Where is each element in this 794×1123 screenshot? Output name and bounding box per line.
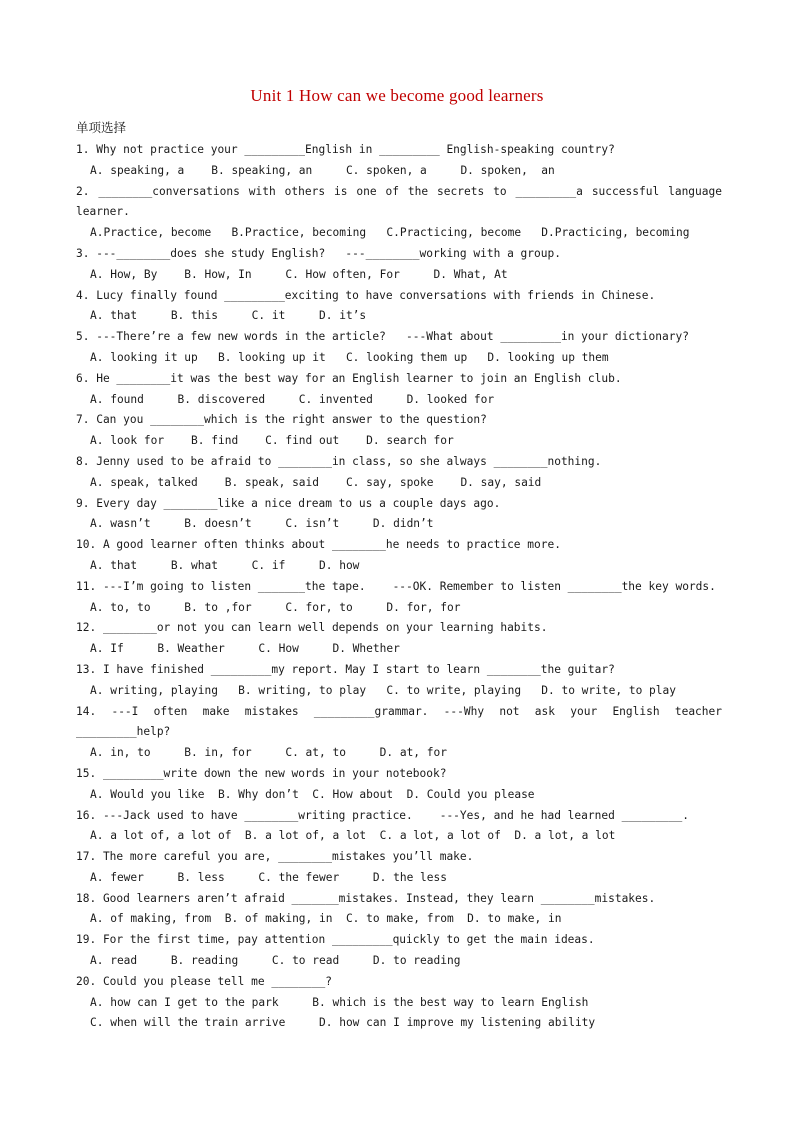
section-heading: 单项选择	[76, 120, 127, 135]
question-text: 4. Lucy finally found _________exciting to have conversations with friends in Chinese.	[76, 288, 656, 302]
question-text: 7. Can you ________which is the right answer to the question?	[76, 413, 487, 427]
answer-options: A. of making, from B. of making, in C. to make, from D. to make, in	[90, 912, 562, 926]
question-text: 15. _________write down the new words in your notebook?	[76, 766, 447, 780]
answer-options: A. Would you like B. Why don’t C. How about D. Could you please	[90, 787, 535, 801]
answer-options: A. fewer B. less C. the fewer D. the less	[90, 870, 447, 884]
answer-options: A. wasn’t B. doesn’t C. isn’t D. didn’t	[90, 517, 434, 531]
question-text: learner.	[76, 205, 130, 219]
question-text: 1. Why not practice your _________English in _________ English-speaking country?	[76, 143, 615, 156]
answer-options: A. If B. Weather C. How D. Whether	[90, 642, 400, 656]
answer-options: A. looking it up B. looking up it C. looking them up D. looking up them	[90, 350, 609, 364]
question-text: 6. He ________it was the best way for an English learner to join an English club.	[76, 371, 622, 385]
answer-options: A. to, to B. to ,for C. for, to D. for, for	[90, 600, 461, 614]
answer-options: A. look for B. find C. find out D. search for	[90, 434, 454, 448]
question-text: _________help?	[76, 725, 171, 739]
answer-options: C. when will the train arrive D. how can I improve my listening ability	[90, 1016, 596, 1030]
question-text: 8. Jenny used to be afraid to ________in class, so she always ________nothing.	[76, 454, 602, 468]
answer-options: A. read B. reading C. to read D. to reading	[90, 954, 461, 968]
question-text: 9. Every day ________like a nice dream to us a couple days ago.	[76, 496, 501, 510]
question-text: 18. Good learners aren’t afraid _______mistakes. Instead, they learn ________mistakes.	[76, 891, 656, 905]
question-text: 19. For the first time, pay attention _________quickly to get the main ideas.	[76, 933, 595, 947]
answer-options: A. How, By B. How, In C. How often, For D. What, At	[90, 267, 508, 281]
answer-options: A. found B. discovered C. invented D. looked for	[90, 392, 495, 406]
question-text: 2. ________conversations with others is one of the secrets to _________a successful language	[76, 184, 722, 198]
question-text: 16. ---Jack used to have ________writing practice. ---Yes, and he had learned _________.	[76, 808, 689, 822]
question-text: 17. The more careful you are, ________mistakes you’ll make.	[76, 850, 474, 864]
answer-options: A. in, to B. in, for C. at, to D. at, for	[90, 746, 447, 760]
question-text: 14. ---I often make mistakes _________grammar. ---Why not ask your English teacher	[76, 704, 722, 718]
question-list	[76, 140, 722, 1034]
answer-options: A. speaking, a B. speaking, an C. spoken, a D. spoken, an	[90, 163, 555, 177]
question-text: 13. I have finished _________my report. May I start to learn ________the guitar?	[76, 662, 615, 676]
question-text: 12. ________or not you can learn well depends on your learning habits.	[76, 621, 548, 635]
answer-options: A. writing, playing B. writing, to play C. to write, playing D. to write, to play	[90, 683, 676, 697]
question-text: 20. Could you please tell me ________?	[76, 974, 332, 988]
question-text: 10. A good learner often thinks about ________he needs to practice more.	[76, 538, 561, 552]
page-title: Unit 1 How can we become good learners	[250, 86, 544, 105]
answer-options: A. that B. this C. it D. it’s	[90, 309, 367, 323]
question-text: 5. ---There’re a few new words in the article? ---What about _________in your dictionary?	[76, 330, 689, 344]
answer-options: A. speak, talked B. speak, said C. say, spoke D. say, said	[90, 475, 542, 489]
answer-options: A. that B. what C. if D. how	[90, 558, 360, 572]
answer-options: A. how can I get to the park B. which is the best way to learn English	[90, 995, 589, 1009]
answer-options: A. a lot of, a lot of B. a lot of, a lot C. a lot, a lot of D. a lot, a lot	[90, 829, 616, 843]
answer-options: A.Practice, become B.Practice, becoming C.Practicing, become D.Practicing, becoming	[90, 226, 690, 240]
question-text: 11. ---I’m going to listen _______the tape. ---OK. Remember to listen ________the key words.	[76, 579, 716, 593]
question-text: 3. ---________does she study English? ---________working with a group.	[76, 246, 561, 260]
